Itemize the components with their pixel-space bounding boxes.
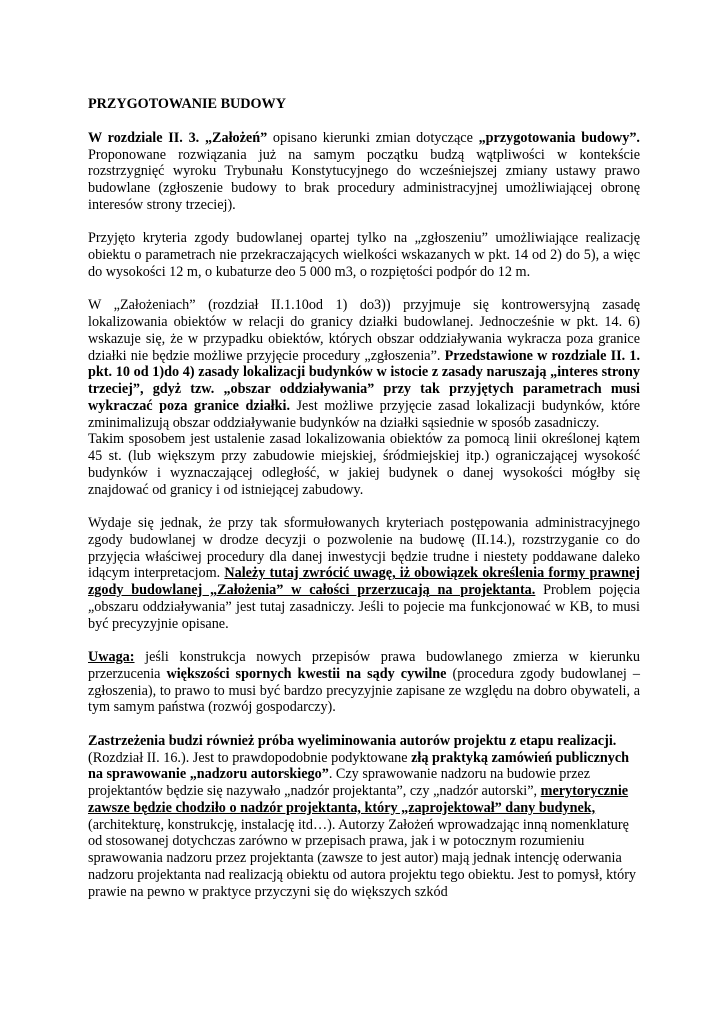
p7-text-2: . Czy sprawowanie nadzoru na budowie przez projektantów będzie się nazywało „nadzór projektanta”, czy „nadzór autorski”, [88,766,591,799]
paragraph-3 [88,297,640,431]
page-title: PRZYGOTOWANIE BUDOWY [88,96,286,112]
p5-text-1: Wydaje się jednak, że przy tak sformułowanych kryteriach postępowania administracyjnego zgody budowlanej w drodze decyzji o pozwolenie na budowę (II.14.), rozstrzyganie co do przyjęcia właściwej procedury dla danej inwestycji będzie trudne i niestety poddawane daleko idącym interpretacjom. [88,515,640,582]
document-page [88,96,640,900]
p1-text-2: Proponowane rozwiązania już na samym początku budzą wątpliwości w kontekście rozstrzygnięć wyroku Trybunału Konstytucyjnego do wcześniejszej zmiany ustawy prawo budowlane (zgłoszenie budowy to brak procedury administracyjnej umożliwiającej obronę interesów strony trzeciej). [88,146,640,213]
paragraph-6 [88,649,640,716]
p6-uwaga: Uwaga: [88,649,135,665]
paragraph-1 [88,130,640,214]
p6-text-1: jeśli konstrukcja nowych przepisów prawa budowlanego zmierza w kierunku przerzucenia [88,649,640,682]
p5-underlined-bold: Należy tutaj zwrócić uwagę, iż obowiązek określenia formy prawnej zgody budowlanej „Założenia” w całości przerzucają na projektanta. [88,565,640,598]
paragraph-5 [88,515,640,632]
p7-bold-2: złą praktyką zamówień publicznych na sprawowanie „nadzoru autorskiego” [88,749,630,783]
p7-underlined-bold: merytorycznie zawsze będzie chodziło o nadzór projektanta, który „zaprojektował” dany budynek, [88,783,629,816]
paragraph-7 [88,733,640,901]
p6-text-2: (procedura zgody budowlanej – zgłoszenia), to prawo to musi być bardzo precyzyjnie zapisane ze względu na dobro obywateli, a tym samym państwa (rozwój gospodarczy). [88,665,640,716]
p1-przygotowania: „przygotowania budowy”. [478,129,640,146]
paragraph-4: Takim sposobem jest ustalenie zasad lokalizowania obiektów za pomocą linii określonej kątem 45 st. (lub większym przy zabudowie miejskiej, śródmiejskiej itp.) ograniczającej wysokość budynków i wyznaczającej odległość, w jakiej budynek o danej wysokości mógłby się znajdować od granicy i od istniejącej zabudowy. [88,431,640,498]
p3-bold: Przedstawione w rozdziale II. 1. pkt. 10 od 1)do 4) zasady lokalizacji budynków w istocie z zasady naruszają „interes strony trzeciej”, gdyż tzw. „obszar oddziaływania” przy tak przyjętych parametrach musi wykraczać poza granice działki. [88,347,640,414]
p7-text-3: (architekturę, konstrukcję, instalację itd…). Autorzy Założeń wprowadzając inną nomenklaturę od stosowanej dotychczas zarówno w przepisach prawa, jak i w potocznym rozumieniu sprawowania nadzoru przez projektanta (zawsze to jest autor) mają jednak intencję oderwania nadzoru projektanta nad realizacją obiektu od autora projektu tego obiektu. Jest to pomysł, który prawie na pewno w praktyce przyczyni się do większych szkód [88,816,637,900]
p3-text-1: W „Założeniach” (rozdział II.1.10od 1) do3)) przyjmuje się kontrowersyjną zasadę lokalizowania obiektów w relacji do granicy działki budowlanej. Jednocześnie w pkt. 14. 6) wskazuje się, że w przypadku obiektów, których obszar oddziaływania wykracza poza granice działki nie będzie możliwe przyjęcie procedury „zgłoszenia”. [88,297,640,364]
p5-text-2: Problem pojęcia „obszaru oddziaływania” jest tutaj zasadniczy. Jeśli to pojecie ma funkcjonować w KB, to musi być precyzyjnie opisane. [88,582,640,632]
p1-text-1: opisano kierunki zmian dotyczące [267,129,479,146]
p1-zalozen: „Założeń” [204,129,268,146]
p7-bold-1: Zastrzeżenia budzi również próba wyeliminowania autorów projektu z etapu realizacji. [88,732,617,749]
p6-bold: większości spornych kwestii na sądy cywilne [166,665,447,682]
paragraph-2: Przyjęto kryteria zgody budowlanej opartej tylko na „zgłoszeniu” umożliwiające realizację obiektu o parametrach nie przekraczających wielkości wskazanych w pkt. 14 od 2) do 5), a więc do wysokości 12 m, o kubaturze deo 5 000 m3, o rozpiętości podpór do 12 m. [88,230,640,280]
p7-text-1: (Rozdział II. 16.). Jest to prawdopodobnie podyktowane [88,749,412,766]
p3-text-2: Jest możliwe przyjęcie zasad lokalizacji budynków, które zminimalizują obszar oddziaływanie budynków na działki sąsiednie w sposób zasadniczy. [88,397,641,431]
p1-chapter-ref: W rozdziale II. 3. [88,129,200,146]
